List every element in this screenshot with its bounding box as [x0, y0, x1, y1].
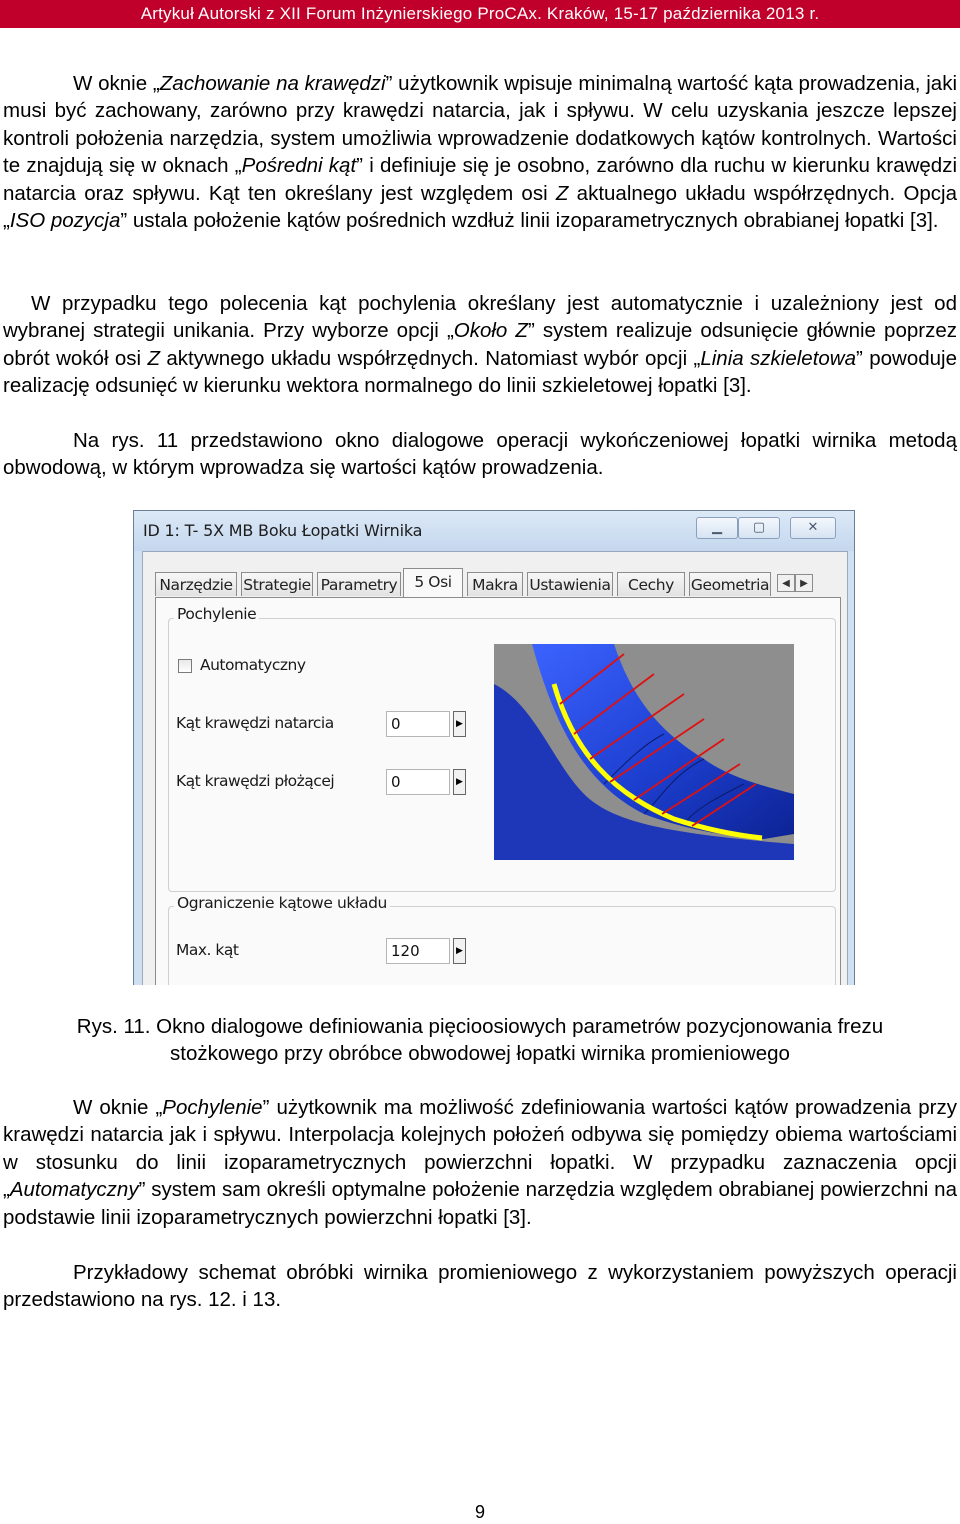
dialog-titlebar	[134, 511, 854, 551]
caption-line-1: Rys. 11. Okno dialogowe definiowania pięcioosiowych parametrów pozycjonowania frezu	[76, 1015, 884, 1038]
leading-angle-label: Kąt krawędzi natarcia	[176, 714, 334, 732]
group-ograniczenie-legend: Ograniczenie kątowe układu	[174, 894, 390, 912]
caption-line-2: stożkowego przy obróbce obwodowej łopatki wirnika promieniowego	[170, 1042, 790, 1066]
arrow-right-icon: ▶	[456, 777, 463, 787]
dialog-client	[142, 551, 848, 985]
minimize-button[interactable]	[696, 517, 738, 539]
max-angle-spin-button[interactable]	[453, 938, 466, 964]
close-icon: ✕	[807, 520, 819, 535]
leading-angle-spin-button[interactable]	[453, 711, 466, 737]
tab-parametry[interactable]: Parametry	[317, 572, 401, 596]
group-ograniczenie	[168, 906, 836, 985]
blade-illustration	[494, 644, 794, 860]
max-angle-input[interactable]: 120	[386, 938, 450, 964]
trailing-angle-spin-button[interactable]	[453, 769, 466, 795]
dialog-title: ID 1: T- 5X MB Boku Łopatki Wirnika	[143, 521, 423, 540]
chevron-left-icon: ◀	[782, 578, 790, 589]
automatyczny-label: Automatyczny	[200, 656, 306, 674]
trailing-angle-input[interactable]: 0	[386, 769, 450, 795]
maximize-icon: ▢	[752, 520, 766, 535]
figure-caption	[0, 1013, 960, 1068]
paragraph-2: W przypadku tego polecenia kąt pochylenia określany jest automatycznie i uzależniony jest od wybranej strategii unikania. Przy wyborze opcji „Około Z” system realizuje odsunięcie głównie poprzez obrót wokół osi Z aktywnego układu współrzędnych. Natomiast wybór opcji „Linia szkieletowa” powoduje realizację odsunięć w kierunku wektora normalnego do linii szkieletowej łopatki [3].	[3, 292, 957, 398]
tab-cechy[interactable]: Cechy	[617, 572, 685, 596]
paragraph-5: Przykładowy schemat obróbki wirnika promieniowego z wykorzystaniem powyższych operacji przedstawiono na rys. 12. i 13.	[3, 1261, 957, 1312]
maximize-button[interactable]	[738, 517, 780, 539]
chevron-right-icon: ▶	[800, 578, 808, 589]
tab-5-osi[interactable]: 5 Osi	[403, 568, 463, 597]
tab-scroll-left-button[interactable]	[777, 574, 795, 592]
minimize-icon: ▁	[712, 520, 722, 535]
arrow-right-icon: ▶	[456, 946, 463, 956]
blade-preview-image	[494, 644, 794, 860]
close-button[interactable]	[790, 517, 836, 539]
tab-ustawienia[interactable]: Ustawienia	[527, 572, 613, 596]
arrow-right-icon: ▶	[456, 719, 463, 729]
paragraph-1: W oknie „Zachowanie na krawędzi” użytkownik wpisuje minimalną wartość kąta prowadzenia, jaki musi być zachowany, zarówno przy krawędzi natarcia, jak i spływu. W celu uzyskania jeszcze lepszej kontroli położenia narzędzia, system umożliwia wprowadzenie dodatkowych kątów kontrolnych. Wartości te znajdują się w oknach „Pośredni kąt” i definiuje się je osobno, zarówno dla ruchu w kierunku krawędzi natarcia oraz spływu. Kąt ten określany jest względem osi Z aktualnego układu współrzędnych. Opcja „ISO pozycja” ustala położenie kątów pośrednich wzdłuż linii izoparametrycznych obrabianej łopatki [3].	[3, 72, 958, 233]
tab-strategie[interactable]: Strategie	[241, 572, 313, 596]
automatyczny-checkbox[interactable]	[178, 659, 192, 673]
max-angle-label: Max. kąt	[176, 941, 239, 959]
tab-geometria[interactable]: Geometria	[689, 572, 771, 596]
tab-makra[interactable]: Makra	[467, 572, 523, 596]
paragraph-3: Na rys. 11 przedstawiono okno dialogowe operacji wykończeniowej łopatki wirnika metodą obwodową, w którym wprowadza się wartości kątów prowadzenia.	[3, 429, 957, 480]
group-pochylenie-legend: Pochylenie	[174, 605, 259, 623]
leading-angle-input[interactable]: 0	[386, 711, 450, 737]
paragraph-4: W oknie „Pochylenie” użytkownik ma możliwość zdefiniowania wartości kątów prowadzenia przy krawędzi natarcia jak i spływu. Interpolacja kolejnych położeń odbywa się pomiędzy obiema wartościami w stosunku do linii izoparametrycznych powierzchni łopatki. W przypadku zaznaczenia opcji „Automatyczny” system sam określi optymalne położenie narzędzia względem obrabianej powierzchni na podstawie linii izoparametrycznych powierzchni łopatki [3].	[3, 1096, 957, 1229]
tab-narzedzie[interactable]: Narzędzie	[155, 572, 237, 596]
tab-scroll-right-button[interactable]	[795, 574, 813, 592]
page-number: 9	[474, 1502, 485, 1522]
dialog-window	[133, 510, 855, 985]
trailing-angle-label: Kąt krawędzi płożącej	[176, 772, 335, 790]
tab-panel-5-osi	[155, 597, 841, 985]
header-banner: Artykuł Autorski z XII Forum Inżynierskiego ProCAx. Kraków, 15-17 października 2013 r.	[0, 0, 960, 28]
